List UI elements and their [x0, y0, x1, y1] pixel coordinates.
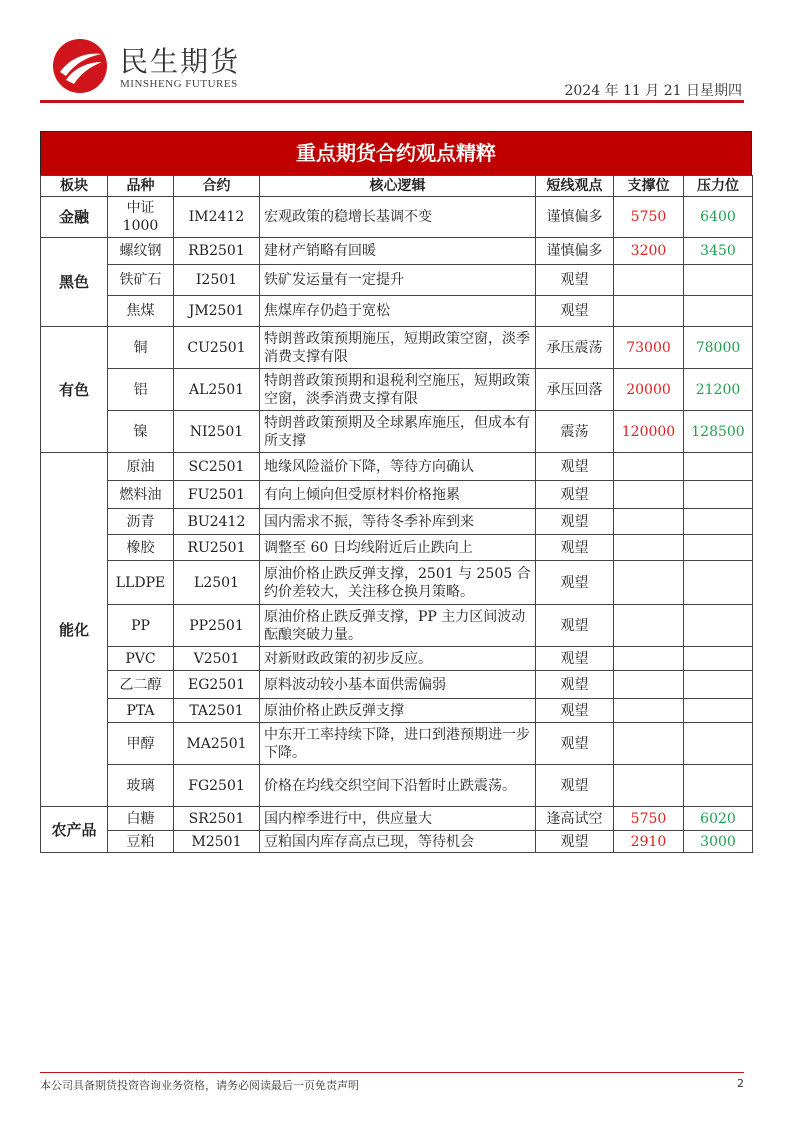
- table-row: [41, 807, 753, 831]
- support-cell: [614, 535, 684, 561]
- contract-cell: RB2501: [174, 238, 260, 265]
- table-row: [41, 509, 753, 535]
- resistance-cell: [684, 453, 753, 481]
- resistance-cell: [684, 765, 753, 807]
- variety-cell: 乙二醇: [108, 671, 174, 699]
- support-cell: [614, 265, 684, 296]
- variety-cell: 玻璃: [108, 765, 174, 807]
- contract-cell: EG2501: [174, 671, 260, 699]
- variety-cell: 螺纹钢: [108, 238, 174, 265]
- table-row: [41, 411, 753, 453]
- contract-cell: I2501: [174, 265, 260, 296]
- table-row: [41, 481, 753, 509]
- company-name-en: MINSHENG FUTURES: [120, 78, 238, 90]
- table-row: [41, 699, 753, 723]
- view-cell: 观望: [536, 509, 614, 535]
- support-cell: [614, 699, 684, 723]
- table-row: [41, 831, 753, 853]
- view-cell: 观望: [536, 605, 614, 647]
- support-cell: 5750: [614, 807, 684, 831]
- table-row: [41, 647, 753, 671]
- table-row: [41, 765, 753, 807]
- contract-cell: V2501: [174, 647, 260, 671]
- table-row: [41, 369, 753, 411]
- view-cell: 谨慎偏多: [536, 197, 614, 238]
- variety-cell: 橡胶: [108, 535, 174, 561]
- table-row: [41, 296, 753, 327]
- logic-cell: 对新财政政策的初步反应。: [260, 647, 536, 671]
- page-header: [40, 30, 744, 102]
- contract-cell: SR2501: [174, 807, 260, 831]
- support-cell: 2910: [614, 831, 684, 853]
- logic-cell: 地缘风险溢价下降，等待方向确认: [260, 453, 536, 481]
- contract-cell: CU2501: [174, 327, 260, 369]
- logic-cell: 原油价格止跌反弹支撑，2501 与 2505 合约价差较大，关注移仓换月策略。: [260, 561, 536, 605]
- logic-cell: 建材产销略有回暖: [260, 238, 536, 265]
- contract-cell: TA2501: [174, 699, 260, 723]
- resistance-cell: 78000: [684, 327, 753, 369]
- logic-cell: 国内需求不振，等待冬季补库到来: [260, 509, 536, 535]
- logic-cell: 价格在均线交织空间下沿暂时止跌震荡。: [260, 765, 536, 807]
- resistance-cell: [684, 561, 753, 605]
- table-row: [41, 535, 753, 561]
- support-cell: [614, 509, 684, 535]
- footer-disclaimer: 本公司具备期货投资咨询业务资格，请务必阅读最后一页免责声明: [40, 1079, 359, 1092]
- logic-cell: 中东开工率持续下降，进口到港预期进一步下降。: [260, 723, 536, 765]
- table-row: [41, 671, 753, 699]
- col-header-resistance: 压力位: [684, 176, 753, 197]
- sector-cell: 黑色: [41, 238, 108, 327]
- contract-cell: IM2412: [174, 197, 260, 238]
- contract-cell: JM2501: [174, 296, 260, 327]
- view-cell: 观望: [536, 481, 614, 509]
- variety-cell: PP: [108, 605, 174, 647]
- table-row: [41, 453, 753, 481]
- table-row: [41, 197, 753, 238]
- table-row: [41, 605, 753, 647]
- logic-cell: 特朗普政策预期和退税利空施压，短期政策空窗，淡季消费支撑有限: [260, 369, 536, 411]
- resistance-cell: [684, 296, 753, 327]
- resistance-cell: [684, 723, 753, 765]
- resistance-cell: [684, 535, 753, 561]
- table-row: [41, 723, 753, 765]
- support-cell: 20000: [614, 369, 684, 411]
- contract-cell: FG2501: [174, 765, 260, 807]
- logic-cell: 原油价格止跌反弹支撑: [260, 699, 536, 723]
- resistance-cell: 21200: [684, 369, 753, 411]
- support-cell: [614, 296, 684, 327]
- variety-cell: 镍: [108, 411, 174, 453]
- view-cell: 逢高试空: [536, 807, 614, 831]
- resistance-cell: [684, 605, 753, 647]
- logic-cell: 有向上倾向但受原材料价格拖累: [260, 481, 536, 509]
- variety-cell: LLDPE: [108, 561, 174, 605]
- col-header-logic: 核心逻辑: [260, 176, 536, 197]
- support-cell: [614, 647, 684, 671]
- variety-cell: 白糖: [108, 807, 174, 831]
- table-row: [41, 327, 753, 369]
- sector-cell: 金融: [41, 197, 108, 238]
- contract-cell: BU2412: [174, 509, 260, 535]
- col-header-sector: 板块: [41, 176, 108, 197]
- table-title: 重点期货合约观点精粹: [40, 131, 752, 175]
- logic-cell: 豆粕国内库存高点已现，等待机会: [260, 831, 536, 853]
- variety-cell: 燃料油: [108, 481, 174, 509]
- contract-cell: NI2501: [174, 411, 260, 453]
- resistance-cell: 3000: [684, 831, 753, 853]
- contract-cell: MA2501: [174, 723, 260, 765]
- resistance-cell: 3450: [684, 238, 753, 265]
- variety-cell: 铝: [108, 369, 174, 411]
- resistance-cell: [684, 647, 753, 671]
- resistance-cell: [684, 671, 753, 699]
- support-cell: [614, 723, 684, 765]
- view-cell: 观望: [536, 296, 614, 327]
- variety-cell: 沥青: [108, 509, 174, 535]
- support-cell: [614, 453, 684, 481]
- col-header-view: 短线观点: [536, 176, 614, 197]
- resistance-cell: 6400: [684, 197, 753, 238]
- support-cell: 73000: [614, 327, 684, 369]
- variety-cell: PVC: [108, 647, 174, 671]
- contract-cell: AL2501: [174, 369, 260, 411]
- futures-views-table: [40, 175, 753, 853]
- support-cell: 5750: [614, 197, 684, 238]
- logic-cell: 铁矿发运量有一定提升: [260, 265, 536, 296]
- col-header-support: 支撑位: [614, 176, 684, 197]
- footer-divider: [40, 1072, 744, 1073]
- logic-cell: 特朗普政策预期施压，短期政策空窗，淡季消费支撑有限: [260, 327, 536, 369]
- table-row: [41, 238, 753, 265]
- support-cell: [614, 671, 684, 699]
- views-table-container: [40, 131, 752, 853]
- contract-cell: M2501: [174, 831, 260, 853]
- variety-cell: 铜: [108, 327, 174, 369]
- contract-cell: RU2501: [174, 535, 260, 561]
- resistance-cell: [684, 509, 753, 535]
- support-cell: 120000: [614, 411, 684, 453]
- support-cell: [614, 561, 684, 605]
- logic-cell: 调整至 60 日均线附近后止跌向上: [260, 535, 536, 561]
- company-name-cn: 民生期货: [120, 45, 241, 78]
- support-cell: 3200: [614, 238, 684, 265]
- resistance-cell: 128500: [684, 411, 753, 453]
- logic-cell: 国内榨季进行中，供应量大: [260, 807, 536, 831]
- view-cell: 观望: [536, 453, 614, 481]
- view-cell: 谨慎偏多: [536, 238, 614, 265]
- view-cell: 承压回落: [536, 369, 614, 411]
- view-cell: 观望: [536, 723, 614, 765]
- variety-cell: 中证1000: [108, 197, 174, 238]
- logic-cell: 特朗普政策预期及全球累库施压，但成本有所支撑: [260, 411, 536, 453]
- variety-cell: 原油: [108, 453, 174, 481]
- variety-cell: PTA: [108, 699, 174, 723]
- variety-cell: 焦煤: [108, 296, 174, 327]
- logic-cell: 原料波动较小基本面供需偏弱: [260, 671, 536, 699]
- view-cell: 观望: [536, 699, 614, 723]
- resistance-cell: [684, 481, 753, 509]
- minsheng-logo-icon: [52, 38, 108, 94]
- contract-cell: L2501: [174, 561, 260, 605]
- view-cell: 观望: [536, 765, 614, 807]
- sector-cell: 有色: [41, 327, 108, 453]
- support-cell: [614, 605, 684, 647]
- variety-cell: 甲醇: [108, 723, 174, 765]
- view-cell: 观望: [536, 647, 614, 671]
- sector-cell: 农产品: [41, 807, 108, 853]
- view-cell: 承压震荡: [536, 327, 614, 369]
- view-cell: 观望: [536, 561, 614, 605]
- resistance-cell: [684, 699, 753, 723]
- contract-cell: PP2501: [174, 605, 260, 647]
- variety-cell: 豆粕: [108, 831, 174, 853]
- view-cell: 观望: [536, 265, 614, 296]
- view-cell: 观望: [536, 535, 614, 561]
- report-date: 2024 年 11 月 21 日星期四: [564, 83, 742, 99]
- support-cell: [614, 765, 684, 807]
- variety-cell: 铁矿石: [108, 265, 174, 296]
- table-row: [41, 561, 753, 605]
- logic-cell: 宏观政策的稳增长基调不变: [260, 197, 536, 238]
- resistance-cell: [684, 265, 753, 296]
- sector-cell: 能化: [41, 453, 108, 807]
- resistance-cell: 6020: [684, 807, 753, 831]
- contract-cell: FU2501: [174, 481, 260, 509]
- page-number: 2: [737, 1077, 744, 1090]
- logic-cell: 焦煤库存仍趋于宽松: [260, 296, 536, 327]
- col-header-variety: 品种: [108, 176, 174, 197]
- table-row: [41, 265, 753, 296]
- header-divider: [40, 100, 744, 103]
- table-header-row: [41, 176, 753, 197]
- view-cell: 观望: [536, 831, 614, 853]
- contract-cell: SC2501: [174, 453, 260, 481]
- col-header-contract: 合约: [174, 176, 260, 197]
- view-cell: 震荡: [536, 411, 614, 453]
- support-cell: [614, 481, 684, 509]
- logic-cell: 原油价格止跌反弹支撑，PP 主力区间波动酝酿突破力量。: [260, 605, 536, 647]
- view-cell: 观望: [536, 671, 614, 699]
